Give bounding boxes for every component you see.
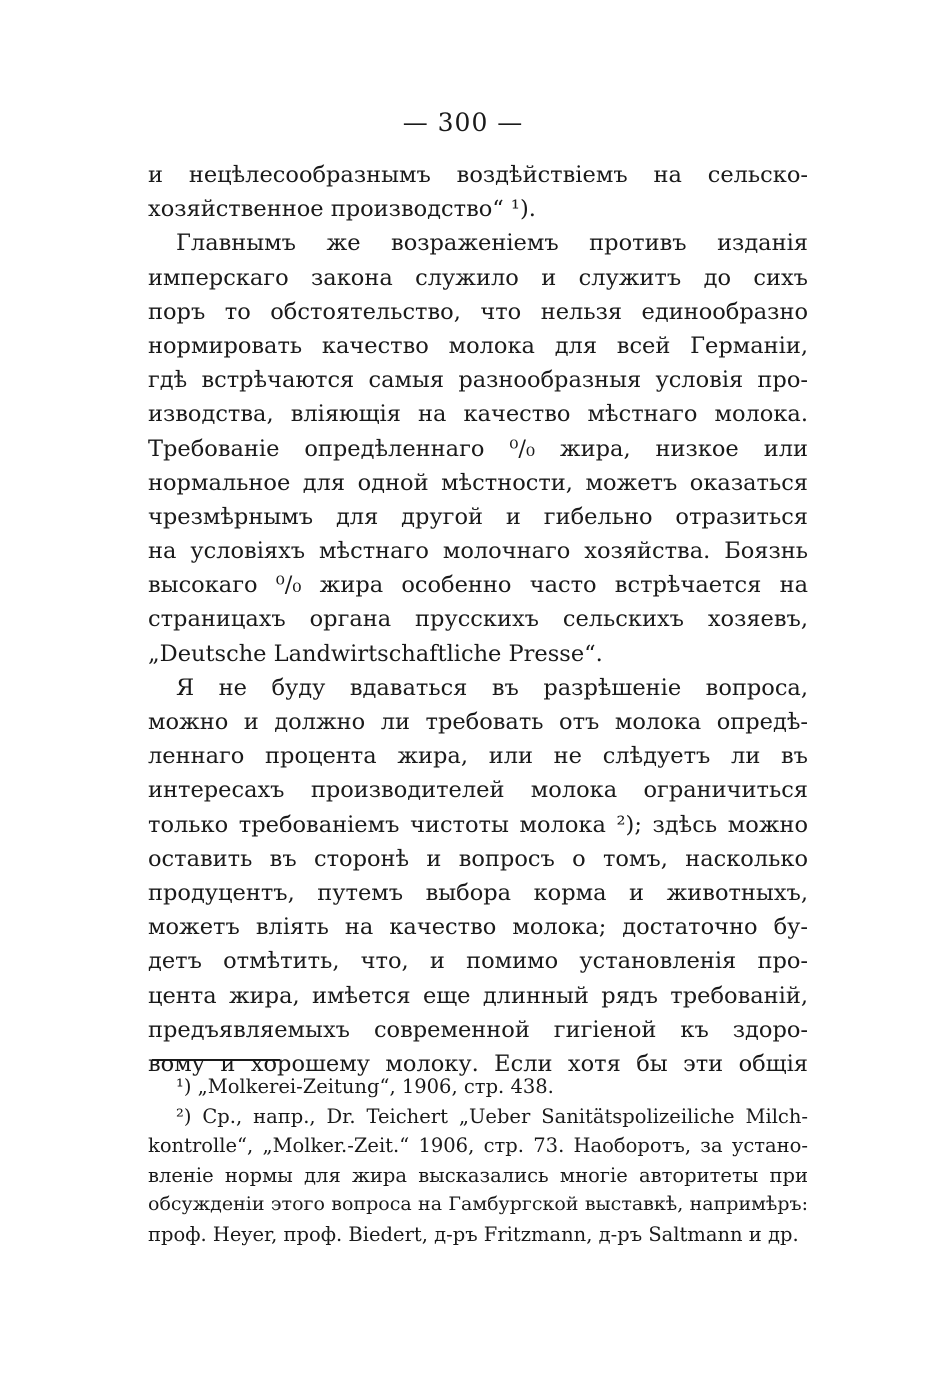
text-line: высокаго ⁰/₀ жира особенно часто встрѣчается на: [148, 572, 808, 599]
footnote-line: ²) Ср., напр., Dr. Teichert „Ueber Sanitätspolizeiliche Milch-: [176, 1104, 808, 1128]
text-line: хозяйственное производство“ ¹).: [148, 196, 536, 223]
text-line: на условіяхъ мѣстнаго молочнаго хозяйства. Боязнь: [148, 538, 808, 565]
footnote-line: вленіе нормы для жира высказались многіе авторитеты при: [148, 1163, 808, 1187]
text-line: Требованіе опредѣленнаго ⁰/₀ жира, низкое или: [148, 435, 808, 462]
body-text: [148, 158, 808, 1081]
text-line: нормальное для одной мѣстности, можетъ оказаться: [148, 469, 808, 496]
text-line: и нецѣлесообразнымъ воздѣйствіемъ на сельско-: [148, 162, 808, 188]
footnote-line: kontrolle“, „Molker.-Zeit.“ 1906, стр. 73. Наоборотъ, за устано-: [148, 1134, 808, 1158]
text-line: леннаго процента жира, или не слѣдуетъ ли въ: [148, 743, 808, 770]
footnote-line: ¹) „Molkerei-Zeitung“, 1906, стр. 438.: [176, 1075, 554, 1098]
text-line: детъ отмѣтить, что, и помимо установленія про-: [148, 948, 808, 975]
text-line: страницахъ органа прусскихъ сельскихъ хозяевъ,: [148, 606, 808, 633]
text-line: только требованіемъ чистоты молока ²); здѣсь можно: [148, 811, 808, 838]
text-line: цента жира, имѣется еще длинный рядъ требованій,: [148, 982, 808, 1009]
text-line: предъявляемыхъ современной гигіеной къ здоро-: [148, 1016, 808, 1043]
text-line: гдѣ встрѣчаются самыя разнообразныя условія про-: [148, 367, 808, 394]
text-line: оставить въ сторонѣ и вопросъ о томъ, насколько: [148, 845, 808, 872]
text-line: продуцентъ, путемъ выбора корма и животныхъ,: [148, 879, 808, 906]
footnote-separator: [152, 1059, 280, 1061]
text-line: Я не буду вдаваться въ разрѣшеніе вопроса,: [176, 674, 808, 701]
text-line: вому и хорошему молоку. Если хотя бы эти общія: [148, 1050, 808, 1077]
text-line: чрезмѣрнымъ для другой и гибельно отразиться: [148, 503, 808, 530]
text-line: Главнымъ же возраженіемъ противъ изданія: [176, 230, 808, 257]
footnote-line: обсужденіи этого вопроса на Гамбургской выставкѣ, напримѣръ:: [148, 1193, 808, 1216]
text-line: имперскаго закона служило и служитъ до сихъ: [148, 264, 808, 291]
text-line: поръ то обстоятельство, что нельзя единообразно: [148, 298, 808, 325]
footnote-line: проф. Heyer, проф. Biedert, д-ръ Fritzmann, д-ръ Saltmann и др.: [148, 1222, 799, 1246]
footnotes: [148, 1072, 808, 1250]
text-line: „Deutsche Landwirtschaftliche Presse“.: [148, 640, 603, 667]
text-line: интересахъ производителей молока ограничиться: [148, 777, 808, 804]
text-line: нормировать качество молока для всей Германіи,: [148, 332, 808, 359]
page-number: — 300 —: [402, 108, 524, 137]
text-line: можетъ вліять на качество молока; достаточно бу-: [148, 914, 808, 941]
text-line: изводства, вліяющія на качество мѣстнаго молока.: [148, 401, 808, 428]
text-line: можно и должно ли требовать отъ молока опредѣ-: [148, 709, 808, 735]
